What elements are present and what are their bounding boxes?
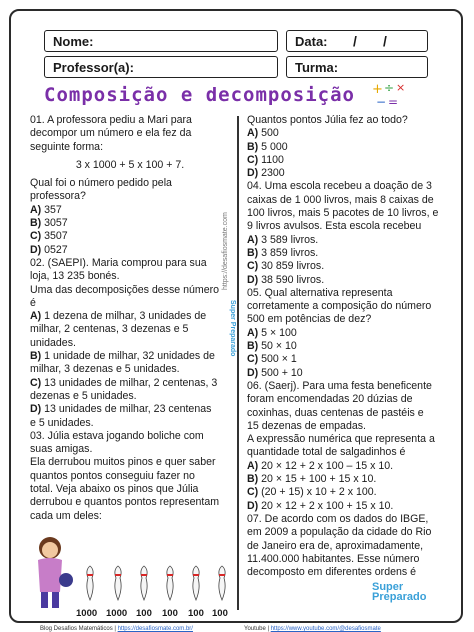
q3-option-b[interactable]: B) 5 000 [247,140,288,153]
professor-label: Professor(a): [53,60,134,75]
q4-line: 04. Uma escola recebeu a doação de 3 [247,180,432,193]
q2-option-a[interactable]: A) 1 dezena de milhar, 3 unidades de [30,310,207,323]
q3-line: suas amigas. [30,443,93,456]
q1-option-a[interactable]: A) 357 [30,203,62,216]
q4-option-a[interactable]: A) 3 589 livros. [247,233,319,246]
q6-option-a[interactable]: A) 20 × 12 + 2 x 100 – 15 x 10. [247,459,394,472]
q5-option-d[interactable]: D) 500 + 10 [247,366,303,379]
q5-line: 500 em potências de dez? [247,313,372,326]
svg-text:=: = [388,95,399,108]
pin-label: 100 [162,608,178,619]
left-column [30,114,230,523]
pin-label: 1000 [76,608,98,619]
q1-question: Qual foi o número pedido pela [30,177,172,190]
svg-text:÷: ÷ [384,81,395,95]
q2-option-d[interactable]: e 5 unidades. [30,416,94,429]
turma-label: Turma: [295,60,339,75]
q6-line: coxinhas, duas centenas de pastéis e [247,406,424,419]
q3-line: total. Veja abaixo os pinos que Júlia [30,483,199,496]
q5-line: 05. Qual alternativa representa [247,286,393,299]
column-divider [237,116,239,610]
q1-option-b[interactable]: B) 3057 [30,217,68,230]
data-label: Data: [295,34,328,49]
q5-option-b[interactable]: B) 50 × 10 [247,340,297,353]
pin-label: 100 [212,608,228,619]
q4-line: caixas de 1 000 livros, mais 8 caixas de [247,193,434,206]
q6-option-c[interactable]: C) (20 + 15) x 10 + 2 x 100. [247,486,377,499]
q2-option-a[interactable]: unidades. [30,336,76,349]
professor-field[interactable] [44,56,278,78]
right-column [247,114,457,579]
q2-option-b[interactable]: milhar, 3 dezenas e 5 unidades. [30,363,180,376]
q1-line: decompor um número e ela fez da [30,127,192,140]
q3-line: Ela derrubou muitos pinos e quer saber [30,456,216,469]
q3-option-a[interactable]: A) 500 [247,127,279,140]
q6-line: 06. (Saerj). Para uma festa beneficente [247,379,432,392]
q2-line: Uma das decomposições desse número [30,283,220,296]
q4-option-b[interactable]: B) 3 859 livros. [247,246,319,259]
q2-line: é [30,296,36,309]
q3-line: cada um deles: [30,509,102,522]
q1-option-c[interactable]: C) 3507 [30,230,68,243]
youtube-link[interactable]: https://www.youtube.com/@desafiosmate [270,626,381,632]
footer-blog: Blog Desafios Matemáticos | https://desafiosmate.com.br/ [40,626,193,632]
q6-line: A expressão numérica que representa a [247,433,435,446]
math-symbols-icon [370,80,416,108]
q4-line: 100 livros, mais 5 pacotes de 10 livros, e [247,207,439,220]
footer-youtube: Youtube | https://www.youtube.com/@desafiosmate [244,626,381,632]
svg-text:+: + [372,82,383,97]
logo-vertical: Super Preparado [229,300,236,357]
q2-option-b[interactable]: B) 1 unidade de milhar, 32 unidades de [30,350,215,363]
q4-line: 9 livros avulsos. Esta escola recebeu [247,220,422,233]
q7-line: de Janeiro era de, aproximadamente, [247,539,424,552]
pin-label: 100 [136,608,152,619]
q3-line: quantos pontos conseguiu fazer no [30,469,195,482]
svg-text:×: × [396,81,406,94]
q1-question: professora? [30,190,86,203]
q7-line: em 2009 a população da cidade do Rio [247,526,432,539]
super-preparado-logo: Super Preparado [372,581,427,603]
data-field[interactable] [286,30,428,52]
q6-option-b[interactable]: B) 20 × 15 + 100 + 15 x 10. [247,473,377,486]
date-slash-1: / [353,33,357,49]
q2-line: 02. (SAEPI). Maria comprou para sua [30,256,207,269]
q6-option-d[interactable]: D) 20 × 12 + 2 x 100 + 15 x 10. [247,499,394,512]
q4-option-c[interactable]: C) 30 859 livros. [247,260,325,273]
pin-label: 100 [188,608,204,619]
nome-label: Nome: [53,34,94,49]
svg-text:−: − [376,95,387,108]
q1-expression: 3 x 1000 + 5 x 100 + 7. [75,158,185,171]
q2-option-a[interactable]: milhar, 2 centenas, 3 dezenas e 5 [30,323,189,336]
q3-line: derrubou e quantos pontos representam [30,496,220,509]
q6-line: 15 dezenas de empadas. [247,419,366,432]
q6-line: foram encomendadas 20 dúzias de [247,393,413,406]
q7-line: 11.400.000 habitantes. Esse número [247,552,420,565]
q2-option-c[interactable]: dezenas e 5 unidades. [30,389,137,402]
q6-line: quantidade total de salgadinhos é [247,446,406,459]
bowling-illustration [30,530,230,620]
q3-question: Quantos pontos Júlia fez ao todo? [247,114,408,126]
q2-option-d[interactable]: D) 13 unidades de milhar, 23 centenas [30,403,212,416]
pin-label: 1000 [106,608,128,619]
watermark-url: https://desafiosmate.com [222,212,229,290]
q5-option-c[interactable]: C) 500 × 1 [247,353,297,366]
q3-option-c[interactable]: C) 1100 [247,153,284,166]
q2-line: loja, 13 235 bonés. [30,270,120,283]
nome-field[interactable] [44,30,278,52]
turma-field[interactable] [286,56,428,78]
q7-line: 07. De acordo com os dados do IBGE, [247,512,429,525]
q5-option-a[interactable]: A) 5 × 100 [247,326,297,339]
date-slash-2: / [383,33,387,49]
page-title: Composição e decomposição [44,84,355,106]
blog-link[interactable]: https://desafiosmate.com.br/ [117,626,193,632]
q3-line: 03. Júlia estava jogando boliche com [30,429,204,442]
q7-line: decomposto em diferentes ordens é [247,566,417,579]
q2-option-c[interactable]: C) 13 unidades de milhar, 2 centenas, 3 [30,376,218,389]
q1-line: seguinte forma: [30,140,104,153]
q3-option-d[interactable]: D) 2300 [247,167,285,180]
q5-line: corretamente a composição do número [247,300,432,313]
q1-option-d[interactable]: D) 0527 [30,243,68,256]
q4-option-d[interactable]: D) 38 590 livros. [247,273,325,286]
q1-line: 01. A professora pediu a Mari para [30,114,192,126]
girl-bowling-icon [30,530,230,610]
